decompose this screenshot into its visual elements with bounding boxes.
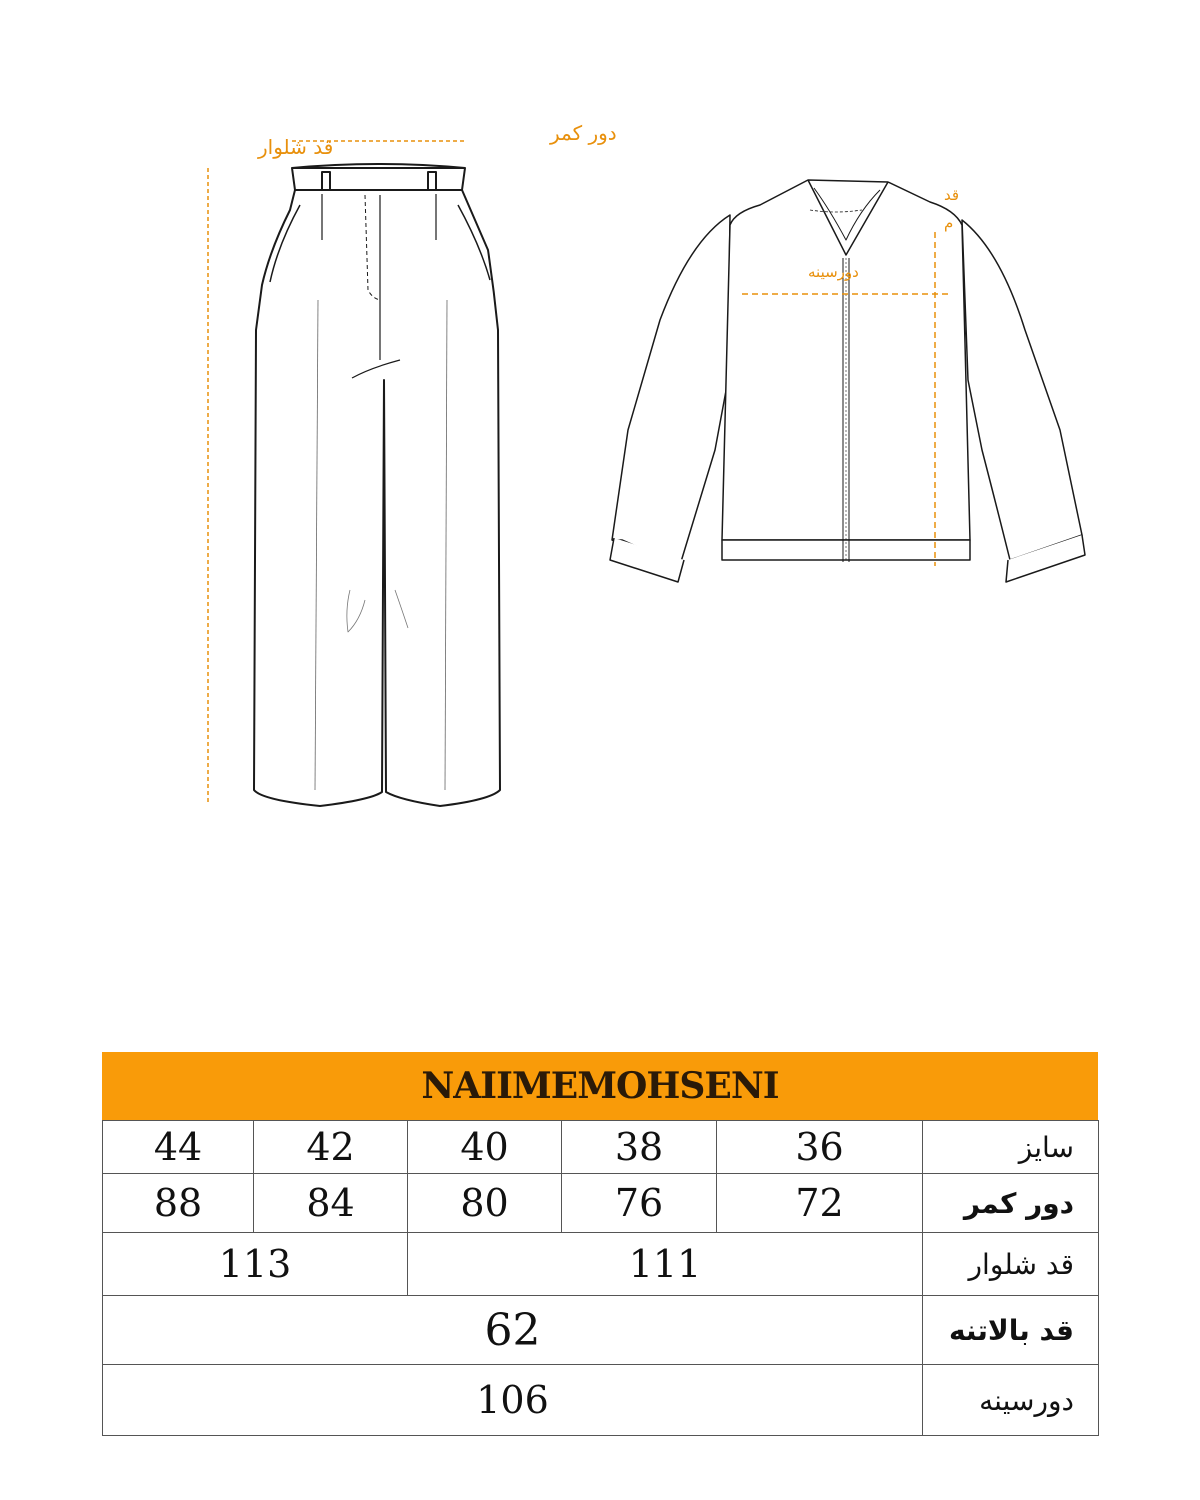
size-row bbox=[103, 1121, 1099, 1174]
waist-label: دور کمر bbox=[550, 121, 617, 145]
size-row-label: سایز bbox=[923, 1121, 1099, 1174]
size-38: 38 bbox=[562, 1121, 717, 1174]
pants-length-value-large: 113 bbox=[103, 1233, 408, 1296]
size-42: 42 bbox=[254, 1121, 408, 1174]
waist-value: 76 bbox=[562, 1174, 717, 1233]
top-length-row bbox=[103, 1296, 1099, 1365]
chest-label: دورسینه bbox=[808, 263, 859, 281]
brand-header bbox=[102, 1052, 1098, 1120]
top-length-value: 62 bbox=[103, 1296, 923, 1365]
size-grid bbox=[102, 1120, 1099, 1436]
waist-row bbox=[103, 1174, 1099, 1233]
pants-length-row-label: قد شلوار bbox=[923, 1233, 1099, 1296]
chest-row-label: دورسینه bbox=[923, 1365, 1099, 1436]
jacket-length-label-top: قد bbox=[944, 186, 960, 204]
top-length-row-label: قد بالاتنه bbox=[923, 1296, 1099, 1365]
chest-row bbox=[103, 1365, 1099, 1436]
waist-row-label: دور کمر bbox=[923, 1174, 1099, 1233]
size-table bbox=[102, 1052, 1098, 1436]
brand-name: NAIIMEMOHSENI bbox=[421, 1065, 779, 1107]
size-36: 36 bbox=[717, 1121, 923, 1174]
pants-length-row bbox=[103, 1233, 1099, 1296]
jacket-illustration bbox=[610, 180, 1085, 582]
pants-length-value-small: 111 bbox=[408, 1233, 923, 1296]
waist-value: 72 bbox=[717, 1174, 923, 1233]
waist-value: 84 bbox=[254, 1174, 408, 1233]
size-40: 40 bbox=[408, 1121, 562, 1174]
waist-value: 88 bbox=[103, 1174, 254, 1233]
size-44: 44 bbox=[103, 1121, 254, 1174]
chest-value: 106 bbox=[103, 1365, 923, 1436]
waist-value: 80 bbox=[408, 1174, 562, 1233]
jacket-length-label-bottom: م bbox=[944, 214, 954, 232]
pants-illustration bbox=[254, 164, 500, 806]
pants-length-label: قد شلوار bbox=[258, 135, 334, 159]
